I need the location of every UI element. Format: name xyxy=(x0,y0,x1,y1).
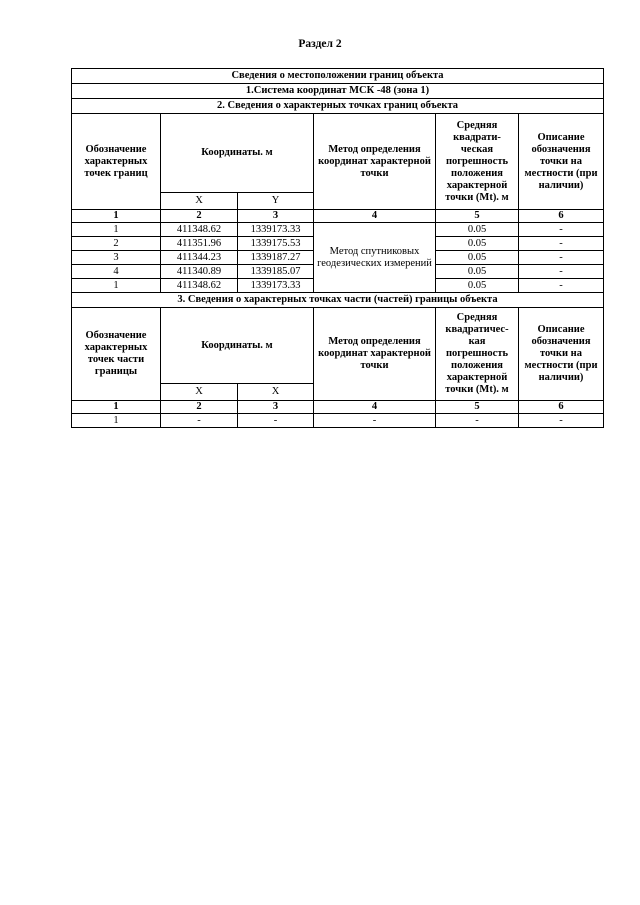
col-number: 5 xyxy=(436,210,519,223)
col-number: 2 xyxy=(161,210,238,223)
col-number: 4 xyxy=(314,210,436,223)
header-point: Обозначение характерных точек части границы xyxy=(72,308,161,401)
header-point: Обозначение характерных точек границ xyxy=(72,114,161,210)
header-x: X xyxy=(161,193,238,210)
header-description: Описание обозначения точки на местности (при наличии) xyxy=(519,308,604,401)
description-value: - xyxy=(519,223,604,237)
error-value: 0.05 xyxy=(436,265,519,279)
point-id: 1 xyxy=(72,414,161,428)
header-coords: Координаты. м xyxy=(161,114,314,193)
col-number: 3 xyxy=(238,401,314,414)
col-number: 2 xyxy=(161,401,238,414)
coord-y: 1339187.27 xyxy=(238,251,314,265)
point-id: 2 xyxy=(72,237,161,251)
header-y: X xyxy=(238,384,314,401)
coord-y: - xyxy=(238,414,314,428)
table-title: Сведения о местоположении границ объекта xyxy=(72,69,604,84)
header-y: Y xyxy=(238,193,314,210)
header-description: Описание обозначения точки на местности (при наличии) xyxy=(519,114,604,210)
header-x: X xyxy=(161,384,238,401)
coord-x: - xyxy=(161,414,238,428)
description-value: - xyxy=(519,251,604,265)
method-value: - xyxy=(314,414,436,428)
table-row xyxy=(72,223,604,237)
description-value: - xyxy=(519,265,604,279)
col-number: 3 xyxy=(238,210,314,223)
col-number: 1 xyxy=(72,210,161,223)
col-number: 4 xyxy=(314,401,436,414)
error-value: - xyxy=(436,414,519,428)
point-id: 3 xyxy=(72,251,161,265)
page-title: Раздел 2 xyxy=(298,38,342,50)
method-value: Метод спутниковых геодезических измерений xyxy=(314,223,436,293)
point-id: 1 xyxy=(72,223,161,237)
coord-x: 411340.89 xyxy=(161,265,238,279)
coord-x: 411344.23 xyxy=(161,251,238,265)
header-method: Метод определения координат характерной точки xyxy=(314,308,436,401)
coord-x: 411348.62 xyxy=(161,279,238,293)
error-value: 0.05 xyxy=(436,279,519,293)
point-id: 1 xyxy=(72,279,161,293)
error-value: 0.05 xyxy=(436,237,519,251)
coord-y: 1339175.53 xyxy=(238,237,314,251)
col-number: 1 xyxy=(72,401,161,414)
header-error: Средняя квадратичес-кая погрешность положения характерной точки (Mt). м xyxy=(436,308,519,401)
error-value: 0.05 xyxy=(436,223,519,237)
boundary-table xyxy=(71,68,604,428)
col-number: 6 xyxy=(519,210,604,223)
coord-system: 1.Система координат МСК -48 (зона 1) xyxy=(72,84,604,99)
table-row xyxy=(72,414,604,428)
description-value: - xyxy=(519,237,604,251)
section3-title: 3. Сведения о характерных точках части (частей) границы объекта xyxy=(72,293,604,308)
section2-title: 2. Сведения о характерных точках границ объекта xyxy=(72,99,604,114)
coord-y: 1339173.33 xyxy=(238,223,314,237)
coord-y: 1339173.33 xyxy=(238,279,314,293)
header-method: Метод определения координат характерной точки xyxy=(314,114,436,210)
point-id: 4 xyxy=(72,265,161,279)
coord-x: 411348.62 xyxy=(161,223,238,237)
header-coords: Координаты. м xyxy=(161,308,314,384)
col-number: 6 xyxy=(519,401,604,414)
description-value: - xyxy=(519,414,604,428)
description-value: - xyxy=(519,279,604,293)
coord-y: 1339185.07 xyxy=(238,265,314,279)
col-number: 5 xyxy=(436,401,519,414)
coord-x: 411351.96 xyxy=(161,237,238,251)
header-error: Средняя квадрати-ческая погрешность положения характерной точки (Mt). м xyxy=(436,114,519,210)
error-value: 0.05 xyxy=(436,251,519,265)
